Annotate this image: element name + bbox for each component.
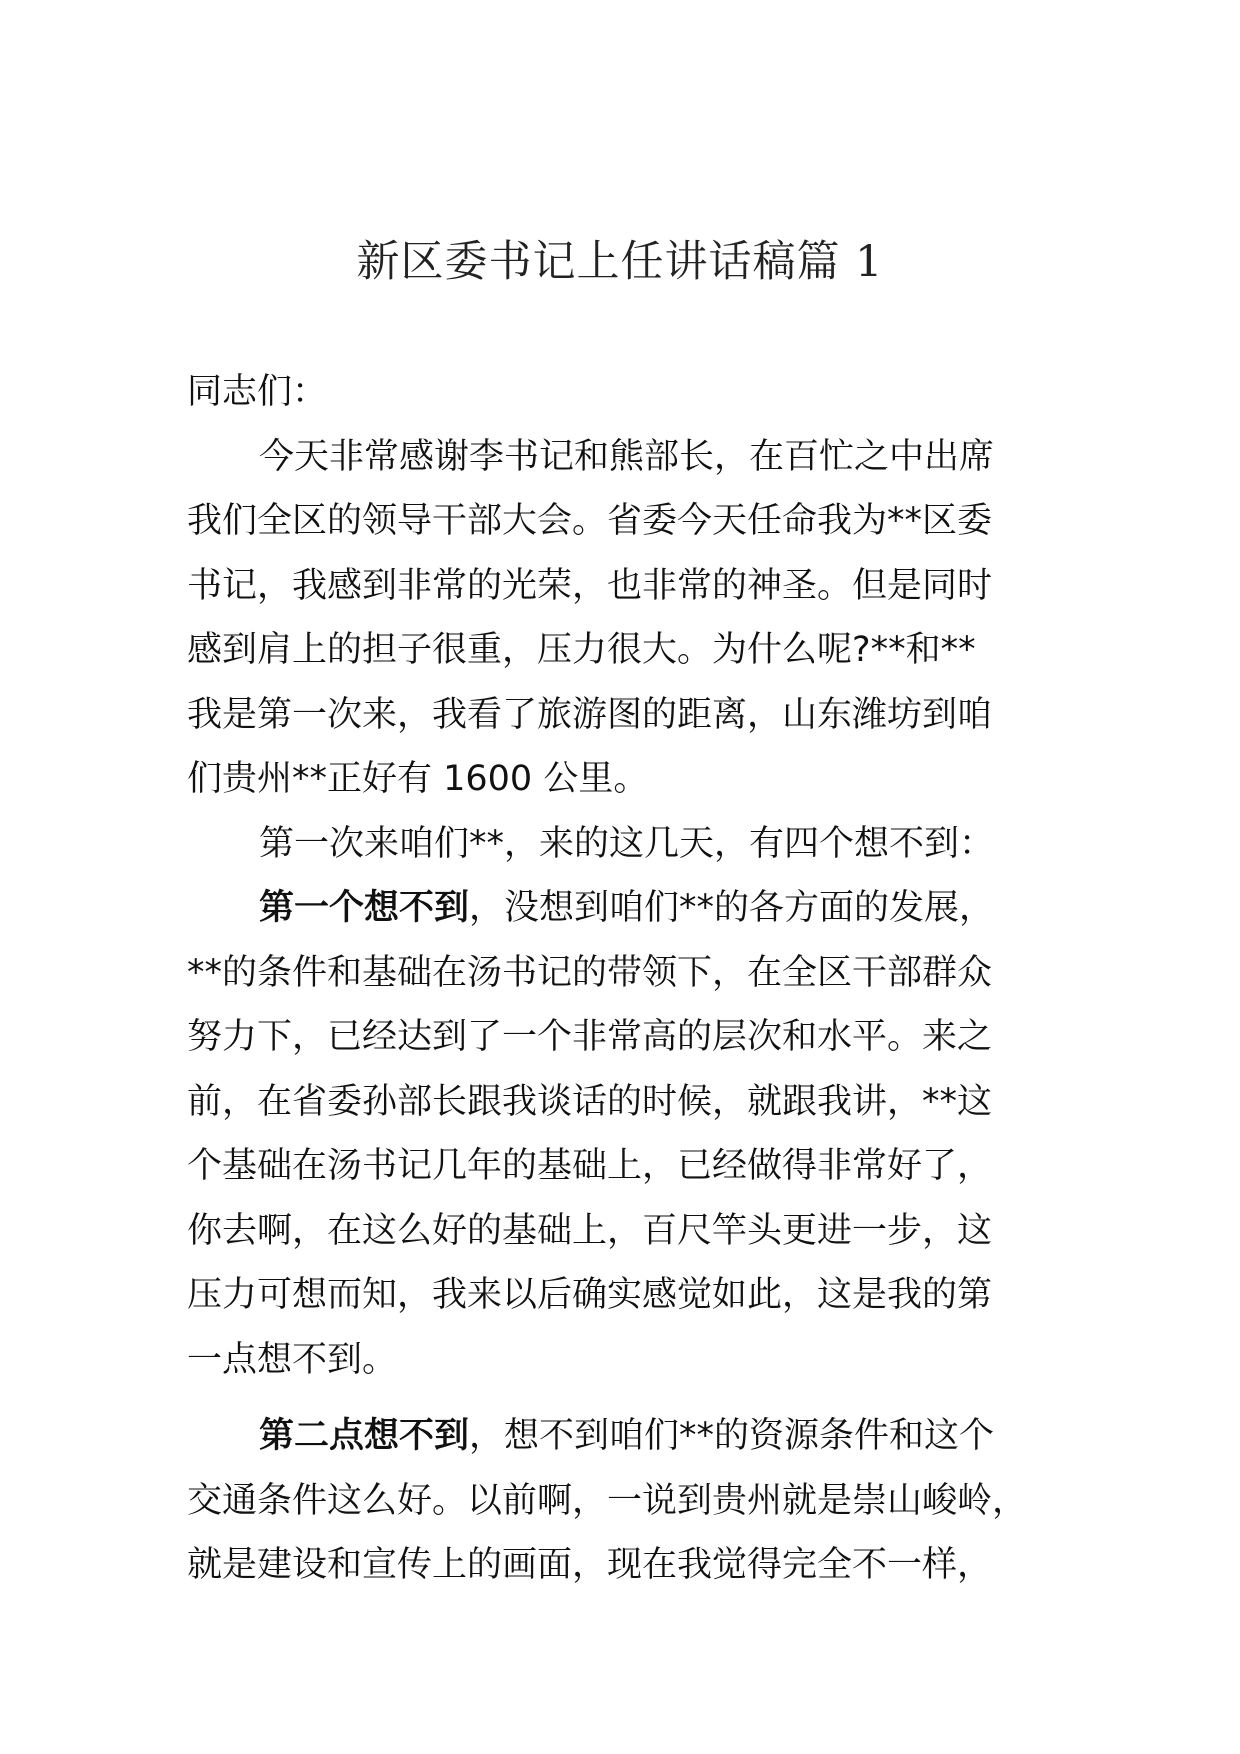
paragraph-text: ，没想到咱们**的各方面的发展， bbox=[469, 888, 995, 928]
paragraph-first-line bbox=[187, 876, 1087, 941]
paragraph-line: 第一次来咱们**，来的这几天，有四个想不到： bbox=[259, 823, 995, 864]
paragraph-line: 书记，我感到非常的光荣，也非常的神圣。但是同时 bbox=[187, 565, 993, 606]
document-body bbox=[187, 360, 1087, 1598]
paragraph-line: 感到肩上的担子很重，压力很大。为什么呢?**和** bbox=[187, 630, 976, 670]
paragraph-line: 我是第一次来，我看了旅游图的距离，山东潍坊到咱 bbox=[187, 694, 993, 735]
paragraph-4 bbox=[187, 1404, 1087, 1598]
paragraph-text: ，想不到咱们**的资源条件和这个 bbox=[469, 1416, 995, 1456]
paragraph-2 bbox=[187, 812, 1087, 877]
paragraph-first-line bbox=[187, 1404, 1087, 1469]
paragraph-line: 我们全区的领导干部大会。省委今天任命我为**区委 bbox=[187, 501, 993, 541]
paragraph-1 bbox=[187, 425, 1087, 812]
paragraph-line: 交通条件这么好。以前啊，一说到贵州就是崇山峻岭， bbox=[187, 1480, 1028, 1521]
paragraph-line: 一点想不到。 bbox=[187, 1339, 398, 1380]
paragraph-line: 们贵州**正好有 1600 公里。 bbox=[187, 759, 649, 799]
paragraph-line: **的条件和基础在汤书记的带领下，在全区干部群众 bbox=[187, 952, 993, 993]
document-title: 新区委书记上任讲话稿篇 1 bbox=[356, 237, 884, 287]
bold-heading: 第一个想不到 bbox=[259, 888, 470, 928]
paragraph-line: 努力下，已经达到了一个非常高的层次和水平。来之 bbox=[187, 1017, 993, 1057]
paragraph-line: 压力可想而知，我来以后确实感觉如此，这是我的第 bbox=[187, 1275, 993, 1315]
paragraph-line: 今天非常感谢李书记和熊部长，在百忙之中出席 bbox=[259, 436, 995, 477]
paragraph-3 bbox=[187, 876, 1087, 1392]
paragraph-line: 个基础在汤书记几年的基础上，已经做得非常好了， bbox=[187, 1146, 993, 1186]
salutation: 同志们： bbox=[187, 372, 328, 412]
paragraph-line: 前，在省委孙部长跟我谈话的时候，就跟我讲，**这 bbox=[187, 1081, 993, 1122]
bold-heading: 第二点想不到 bbox=[259, 1416, 470, 1456]
paragraph-line: 你去啊，在这么好的基础上，百尺竿头更进一步，这 bbox=[187, 1210, 993, 1251]
paragraph-line: 就是建设和宣传上的画面，现在我觉得完全不一样， bbox=[187, 1545, 993, 1585]
